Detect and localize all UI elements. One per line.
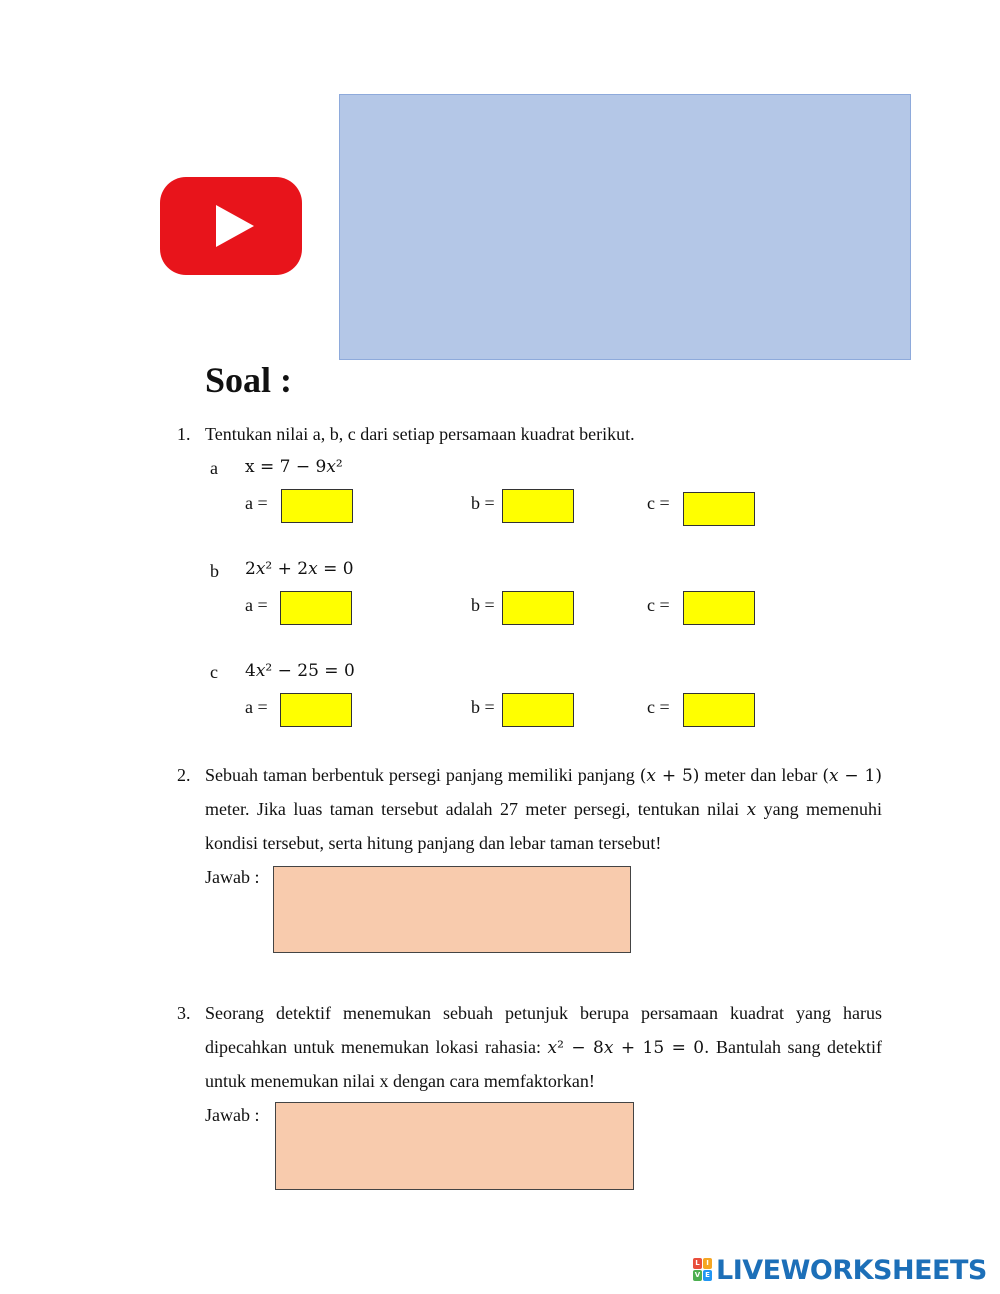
item-c-equation: 4𝑥² − 25 = 0 [245,661,355,681]
answer-1b-b-input[interactable] [502,591,574,625]
logo-mark-letter: L [693,1258,702,1269]
item-a-letter: a [210,458,218,478]
question-2-number: 2. [177,765,191,785]
q3-answer-input[interactable] [275,1102,634,1190]
logo-mark-letter: I [703,1258,712,1269]
logo-mark-letter: V [694,1271,701,1279]
page-title: Soal : [205,360,293,400]
logo-mark-letter: E [703,1270,712,1281]
question-2-text [205,758,882,860]
liveworksheets-logo [693,1254,987,1286]
answer-1a-b-input[interactable] [502,489,574,523]
liveworksheets-wordmark: LIVEWORKSHEETS [716,1254,987,1286]
answer-1c-c-input[interactable] [683,693,755,727]
answer-1a-a-input[interactable] [281,489,353,523]
item-a-label-a: a = [245,493,268,513]
item-c-label-b: b = [471,697,495,717]
item-b-label-c: c = [647,595,670,615]
youtube-logo[interactable] [160,177,302,275]
youtube-play-icon [160,177,302,275]
question-1-text: Tentukan nilai a, b, c dari setiap persamaan kuadrat berikut. [205,424,635,444]
item-c-letter: c [210,662,218,682]
q2-expression-width: (𝑥 − 1) [822,766,882,786]
q2-text-4: yang memenuhi kondisi tersebut, serta hitung panjang dan lebar taman tersebut! [205,799,883,853]
item-c-label-c: c = [647,697,670,717]
question-3-number: 3. [177,1003,191,1023]
q2-expression-length: (𝑥 + 5) [639,766,700,786]
answer-1b-a-input[interactable] [280,591,352,625]
q3-text-2: Bantulah sang detektif untuk menemukan nilai x dengan cara memfaktorkan! [205,1037,883,1091]
q2-answer-input[interactable] [273,866,631,953]
q2-text-3: meter. Jika luas taman tersebut adalah 27 meter persegi, tentukan nilai [205,799,740,819]
q3-answer-label: Jawab : [205,1105,260,1125]
q2-text-1: Sebuah taman berbentuk persegi panjang memiliki panjang [205,765,635,785]
answer-1b-c-input[interactable] [683,591,755,625]
video-placeholder[interactable] [339,94,911,360]
item-c-label-a: a = [245,697,268,717]
item-b-label-b: b = [471,595,495,615]
answer-1c-a-input[interactable] [280,693,352,727]
q2-variable-x: 𝑥 [746,800,757,820]
q2-text-2: meter dan lebar [704,765,818,785]
q3-equation: 𝑥² − 8𝑥 + 15 = 0. [547,1038,710,1058]
liveworksheets-mark-icon [693,1258,713,1282]
item-a-equation: x = 7 − 9𝑥² [245,457,343,477]
question-1-number: 1. [177,424,191,444]
item-b-letter: b [210,561,219,581]
answer-1a-c-input[interactable] [683,492,755,526]
q2-answer-label: Jawab : [205,867,260,887]
item-a-label-c: c = [647,493,670,513]
q3-text-1: Seorang detektif menemukan sebuah petunjuk berupa persamaan kuadrat yang harus dipecahkan untuk menemukan lokasi rahasia: [205,1003,882,1057]
item-a-label-b: b = [471,493,495,513]
answer-1c-b-input[interactable] [502,693,574,727]
item-b-label-a: a = [245,595,268,615]
item-b-equation: 2𝑥² + 2𝑥 = 0 [245,559,354,579]
question-3-text [205,996,882,1098]
